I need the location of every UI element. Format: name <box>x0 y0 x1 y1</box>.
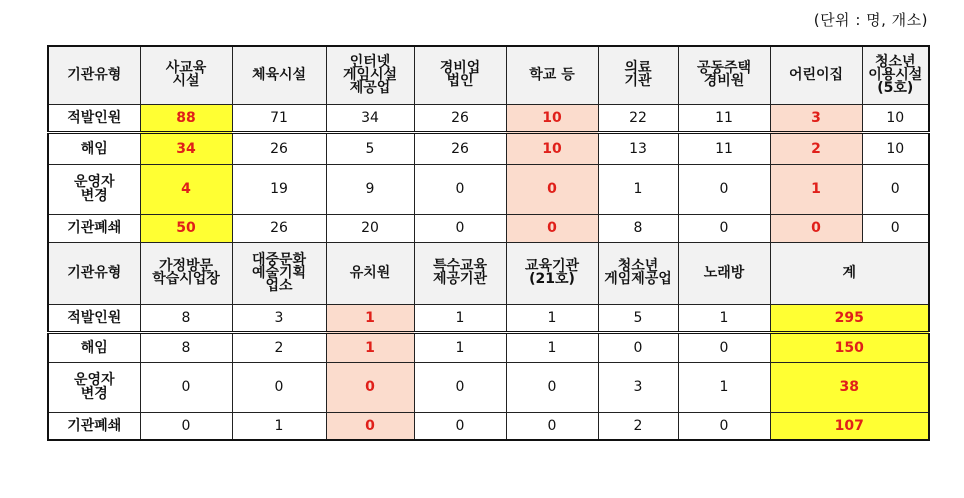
data-cell: 0 <box>414 362 506 412</box>
data-cell: 9 <box>326 164 414 214</box>
header-cell: 교육기관 (21호) <box>506 242 598 304</box>
data-cell: 88 <box>140 104 232 132</box>
table-row <box>48 104 929 132</box>
header-cell: 공동주택 경비원 <box>678 46 770 104</box>
total-cell: 38 <box>770 362 929 412</box>
header-cell: 기관유형 <box>48 46 140 104</box>
data-cell: 0 <box>414 214 506 242</box>
data-cell: 0 <box>770 214 862 242</box>
data-cell: 71 <box>232 104 326 132</box>
header-cell: 학교 등 <box>506 46 598 104</box>
table-row <box>48 412 929 440</box>
data-cell: 0 <box>678 214 770 242</box>
header-cell: 어린이집 <box>770 46 862 104</box>
data-cell: 1 <box>414 304 506 332</box>
data-cell: 2 <box>232 332 326 362</box>
row-label: 적발인원 <box>48 104 140 132</box>
row-label: 기관폐쇄 <box>48 412 140 440</box>
data-cell: 5 <box>326 132 414 164</box>
data-cell: 0 <box>414 164 506 214</box>
data-cell: 0 <box>414 412 506 440</box>
data-cell: 1 <box>506 332 598 362</box>
data-cell: 11 <box>678 104 770 132</box>
data-cell: 3 <box>770 104 862 132</box>
data-cell: 10 <box>862 132 929 164</box>
data-cell: 1 <box>770 164 862 214</box>
header-cell: 유치원 <box>326 242 414 304</box>
data-cell: 3 <box>598 362 678 412</box>
header-cell: 의료 기관 <box>598 46 678 104</box>
data-cell: 1 <box>678 362 770 412</box>
data-cell: 8 <box>140 304 232 332</box>
header-cell: 특수교육 제공기관 <box>414 242 506 304</box>
data-cell: 10 <box>862 104 929 132</box>
header-cell: 인터넷 게임시설 제공업 <box>326 46 414 104</box>
table-row <box>48 332 929 362</box>
data-cell: 0 <box>862 214 929 242</box>
header-cell-total: 계 <box>770 242 929 304</box>
row-label: 해임 <box>48 332 140 362</box>
table-row <box>48 164 929 214</box>
data-cell: 50 <box>140 214 232 242</box>
data-cell: 0 <box>326 362 414 412</box>
data-cell: 2 <box>598 412 678 440</box>
data-cell: 26 <box>414 132 506 164</box>
row-label: 기관폐쇄 <box>48 214 140 242</box>
table-row <box>48 214 929 242</box>
total-cell: 295 <box>770 304 929 332</box>
data-cell: 0 <box>678 412 770 440</box>
section1-header-row <box>48 46 929 104</box>
header-cell: 청소년 이용시설 (5호) <box>862 46 929 104</box>
data-cell: 13 <box>598 132 678 164</box>
data-cell: 0 <box>598 332 678 362</box>
data-cell: 3 <box>232 304 326 332</box>
data-cell: 0 <box>678 164 770 214</box>
data-cell: 26 <box>232 132 326 164</box>
data-cell: 4 <box>140 164 232 214</box>
data-cell: 5 <box>598 304 678 332</box>
row-label: 운영자 변경 <box>48 164 140 214</box>
data-cell: 11 <box>678 132 770 164</box>
data-cell: 2 <box>770 132 862 164</box>
data-cell: 1 <box>326 332 414 362</box>
data-cell: 0 <box>862 164 929 214</box>
table-row <box>48 362 929 412</box>
statistics-table <box>47 45 930 441</box>
data-cell: 19 <box>232 164 326 214</box>
row-label: 운영자 변경 <box>48 362 140 412</box>
data-cell: 1 <box>232 412 326 440</box>
data-cell: 0 <box>506 164 598 214</box>
data-cell: 1 <box>414 332 506 362</box>
data-cell: 26 <box>414 104 506 132</box>
header-cell: 대중문화 예술기획 업소 <box>232 242 326 304</box>
header-cell: 경비업 법인 <box>414 46 506 104</box>
header-cell: 청소년 게임제공업 <box>598 242 678 304</box>
row-label: 적발인원 <box>48 304 140 332</box>
total-cell: 107 <box>770 412 929 440</box>
header-cell: 노래방 <box>678 242 770 304</box>
data-cell: 10 <box>506 104 598 132</box>
data-cell: 0 <box>232 362 326 412</box>
header-cell: 기관유형 <box>48 242 140 304</box>
data-cell: 0 <box>506 412 598 440</box>
data-cell: 1 <box>326 304 414 332</box>
data-cell: 0 <box>326 412 414 440</box>
data-cell: 0 <box>506 214 598 242</box>
data-cell: 34 <box>326 104 414 132</box>
data-cell: 1 <box>506 304 598 332</box>
data-cell: 22 <box>598 104 678 132</box>
header-cell: 사교육 시설 <box>140 46 232 104</box>
data-cell: 1 <box>678 304 770 332</box>
data-cell: 0 <box>678 332 770 362</box>
row-label: 해임 <box>48 132 140 164</box>
data-cell: 0 <box>140 362 232 412</box>
unit-note: (단위 : 명, 개소) <box>813 11 928 29</box>
data-cell: 8 <box>598 214 678 242</box>
data-cell: 20 <box>326 214 414 242</box>
data-cell: 8 <box>140 332 232 362</box>
header-cell: 가정방문 학습시업장 <box>140 242 232 304</box>
data-cell: 26 <box>232 214 326 242</box>
total-cell: 150 <box>770 332 929 362</box>
table-row <box>48 304 929 332</box>
table-row <box>48 132 929 164</box>
data-cell: 10 <box>506 132 598 164</box>
data-cell: 34 <box>140 132 232 164</box>
data-cell: 0 <box>506 362 598 412</box>
section2-header-row <box>48 242 929 304</box>
data-cell: 1 <box>598 164 678 214</box>
header-cell: 체육시설 <box>232 46 326 104</box>
data-cell: 0 <box>140 412 232 440</box>
